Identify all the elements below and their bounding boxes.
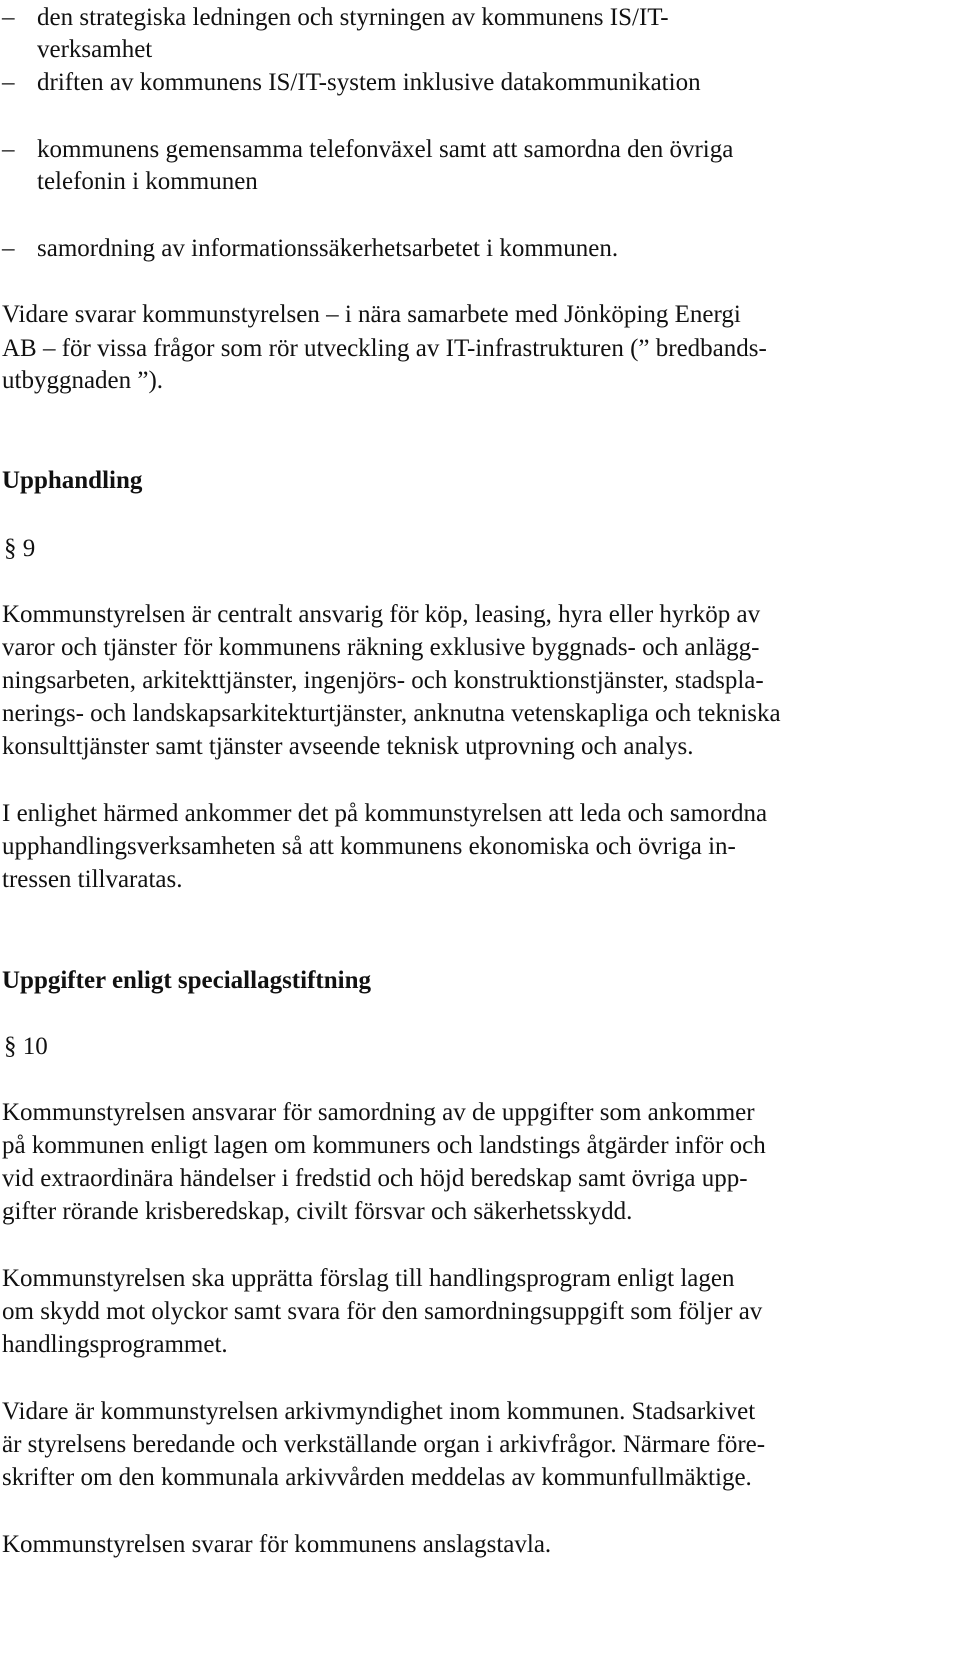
paragraph-line: vid extraordinära händelser i fredstid och höjd beredskap samt övriga upp- <box>2 1165 748 1192</box>
list-item-text: verksamhet <box>37 36 153 63</box>
paragraph-line: gifter rörande krisberedskap, civilt försvar och säkerhetsskydd. <box>2 1198 633 1225</box>
paragraph-line: ningsarbeten, arkitekttjänster, ingenjörs- och konstruktionstjänster, stadspla- <box>2 667 764 694</box>
paragraph-line: handlingsprogrammet. <box>2 1331 228 1358</box>
bullet-dash: – <box>2 136 15 163</box>
paragraph-line: Kommunstyrelsen svarar för kommunens anslagstavla. <box>2 1531 552 1558</box>
list-item-text: kommunens gemensamma telefonväxel samt att samordna den övriga <box>37 136 734 163</box>
paragraph-line: AB – för vissa frågor som rör utveckling av IT-infrastrukturen (” bredbands- <box>2 335 767 362</box>
paragraph-number: § 10 <box>4 1033 48 1060</box>
paragraph-number: § 9 <box>4 535 36 562</box>
paragraph-line: om skydd mot olyckor samt svara för den samordningsuppgift som följer av <box>2 1298 763 1325</box>
paragraph-line: konsulttjänster samt tjänster avseende teknisk utprovning och analys. <box>2 733 694 760</box>
section-heading: Uppgifter enligt speciallagstiftning <box>2 967 371 994</box>
bullet-dash: – <box>2 69 15 96</box>
paragraph-line: tressen tillvaratas. <box>2 866 183 893</box>
list-item-text: den strategiska ledningen och styrningen av kommunens IS/IT- <box>37 4 669 31</box>
list-item-text: telefonin i kommunen <box>37 168 258 195</box>
paragraph-line: utbyggnaden ”). <box>2 367 164 394</box>
paragraph-line: upphandlingsverksamheten så att kommunens ekonomiska och övriga in- <box>2 833 736 860</box>
paragraph-line: Kommunstyrelsen är centralt ansvarig för köp, leasing, hyra eller hyrköp av <box>2 601 761 628</box>
paragraph-line: Kommunstyrelsen ansvarar för samordning av de uppgifter som ankommer <box>2 1099 755 1126</box>
paragraph-line: Vidare är kommunstyrelsen arkivmyndighet inom kommunen. Stadsarkivet <box>2 1398 756 1425</box>
paragraph-line: Vidare svarar kommunstyrelsen – i nära samarbete med Jönköping Energi <box>2 301 741 328</box>
bullet-dash: – <box>2 235 15 262</box>
paragraph-line: varor och tjänster för kommunens räkning exklusive byggnads- och anlägg- <box>2 634 760 661</box>
paragraph-line: I enlighet härmed ankommer det på kommunstyrelsen att leda och samordna <box>2 800 768 827</box>
paragraph-line: på kommunen enligt lagen om kommuners och landstings åtgärder inför och <box>2 1132 766 1159</box>
paragraph-line: är styrelsens beredande och verkställande organ i arkivfrågor. Närmare före- <box>2 1431 766 1458</box>
list-item-text: samordning av informationssäkerhetsarbetet i kommunen. <box>37 235 619 262</box>
bullet-dash: – <box>2 4 15 31</box>
paragraph-line: skrifter om den kommunala arkivvården meddelas av kommunfullmäktige. <box>2 1464 752 1491</box>
list-item-text: driften av kommunens IS/IT-system inklusive datakommunikation <box>37 69 701 96</box>
section-heading: Upphandling <box>2 467 143 494</box>
paragraph-line: Kommunstyrelsen ska upprätta förslag till handlingsprogram enligt lagen <box>2 1265 735 1292</box>
paragraph-line: nerings- och landskapsarkitekturtjänster, anknutna vetenskapliga och tekniska <box>2 700 781 727</box>
